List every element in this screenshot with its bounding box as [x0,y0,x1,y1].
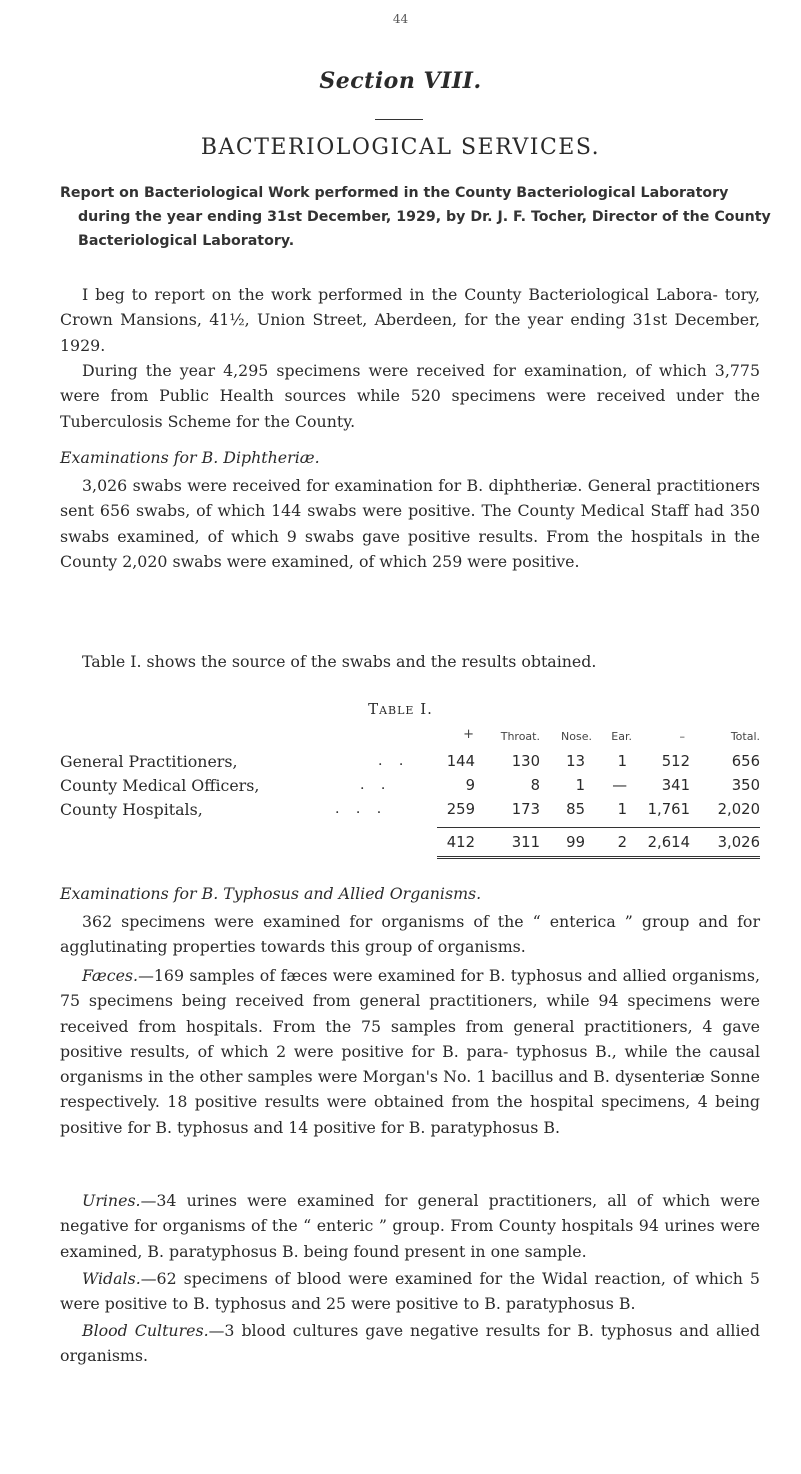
totals-row [0,834,801,856]
cell-negative: 341 [661,777,690,794]
total-total: 3,026 [717,834,760,851]
col-header-ear: Ear. [611,730,632,743]
diphtheria-heading: Examinations for B. Diphtheriæ. [60,448,320,467]
cell-ear: 1 [617,753,627,770]
urines-paragraph [60,1188,760,1264]
cell-negative: 512 [661,753,690,770]
faeces-text: —169 samples of fæces were examined for B. typhosus and allied organisms, 75 specimens being received from general practitioners, while 94 specimens were received from hospitals. From the 75 samples from general practitioners, 4 gave positive results, of which 2 were positive for B. para- typhosus B., while the causal organisms in the other samples were Morgan's No. 1 bacillus and B. dysenteriæ Sonne respectively. 18 positive results were obtained from the hospital specimens, 4 being positive for B. typhosus and 14 positive for B. paratyphosus B. [60,966,760,1137]
specimens-paragraph: During the year 4,295 specimens were received for examination, of which 3,775 were from Public Health sources while 520 specimens were received under the Tuberculosis Scheme for the County. [60,361,760,431]
cell-nose: 1 [575,777,585,794]
cell-ear: — [612,777,627,794]
faeces-lead: Fæces. [82,966,139,985]
totals-rule [437,827,760,828]
row-label: County Hospitals, [60,800,203,819]
table-row [0,801,801,823]
cell-throat: 130 [511,753,540,770]
cell-total: 656 [731,753,760,770]
title-divider [375,119,423,120]
blood-cultures-paragraph [60,1318,760,1369]
table-title-prefix: T [368,700,380,718]
main-title: BACTERIOLOGICAL SERVICES. [200,135,601,160]
table-title-small-caps: able [379,700,415,718]
leader-dots: . . [360,777,392,793]
table-intro: Table I. shows the source of the swabs and the results obtained. [82,652,597,671]
col-header-nose: Nose. [561,730,592,743]
leader-dots: . . [378,753,410,769]
col-header-negative: – [679,730,685,743]
col-header-positive: + [463,727,474,742]
total-nose: 99 [566,834,585,851]
intro-paragraph: I beg to report on the work performed in the County Bacteriological Labora- tory, Crown Mansions, 41½, Union Street, Aberdeen, for the year ending 31st December, 1929. [60,285,760,355]
cell-nose: 85 [566,801,585,818]
table-header [0,727,801,744]
diphtheria-paragraph: 3,026 swabs were received for examination for B. diphtheriæ. General practitioners sent 656 swabs, of which 144 swabs were positive. The County Medical Staff had 350 swabs examined, of which 9 swabs gave positive results. From the hospitals in the County 2,020 swabs were examined, of which 259 were positive. [60,476,760,571]
blood-cultures-text: —3 blood cultures gave negative results for B. typhosus and allied organisms. [60,1321,760,1366]
urines-lead: Urines. [82,1191,141,1210]
cell-positive: 9 [465,777,475,794]
widals-paragraph [60,1266,760,1317]
widals-text: —62 specimens of blood were examined for the Widal reaction, of which 5 were positive to B. typhosus and 25 were positive to B. paratyphosus B. [60,1269,760,1314]
cell-total: 2,020 [717,801,760,818]
table-title [0,700,801,718]
cell-throat: 8 [530,777,540,794]
typhosus-heading: Examinations for B. Typhosus and Allied Organisms. [60,884,482,903]
report-heading: Report on Bacteriological Work performed in the County Bacteriological Laboratory during the year ending 31st December, 1929, by Dr. J. F. Tocher, Director of the County Bacteriological Laboratory. [60,185,771,249]
section-title: Section VIII. [319,68,482,94]
cell-throat: 173 [511,801,540,818]
cell-positive: 144 [446,753,475,770]
table-row [0,753,801,775]
col-header-throat: Throat. [500,730,540,743]
total-ear: 2 [617,834,627,851]
table-bottom-rule [437,856,760,861]
cell-ear: 1 [617,801,627,818]
page-number: 44 [392,12,409,26]
widals-lead: Widals. [82,1269,141,1288]
typhosus-paragraph: 362 specimens were examined for organisms of the “ enterica ” group and for agglutinating properties towards this group of organisms. [60,912,760,957]
cell-negative: 1,761 [647,801,690,818]
row-label: County Medical Officers, [60,776,260,795]
table-title-suffix: I. [414,700,433,718]
total-negative: 2,614 [647,834,690,851]
leader-dots: . . . [335,801,388,817]
table-row [0,777,801,799]
total-throat: 311 [511,834,540,851]
cell-total: 350 [731,777,760,794]
total-positive: 412 [446,834,475,851]
cell-nose: 13 [566,753,585,770]
faeces-paragraph [60,963,760,1140]
urines-text: —34 urines were examined for general practitioners, all of which were negative for organisms of the “ enteric ” group. From County hospitals 94 urines were examined, B. paratyphosus B. being found present in one sample. [60,1191,760,1261]
cell-positive: 259 [446,801,475,818]
row-label: General Practitioners, [60,752,238,771]
blood-cultures-lead: Blood Cultures. [82,1321,209,1340]
col-header-total: Total. [730,730,760,743]
